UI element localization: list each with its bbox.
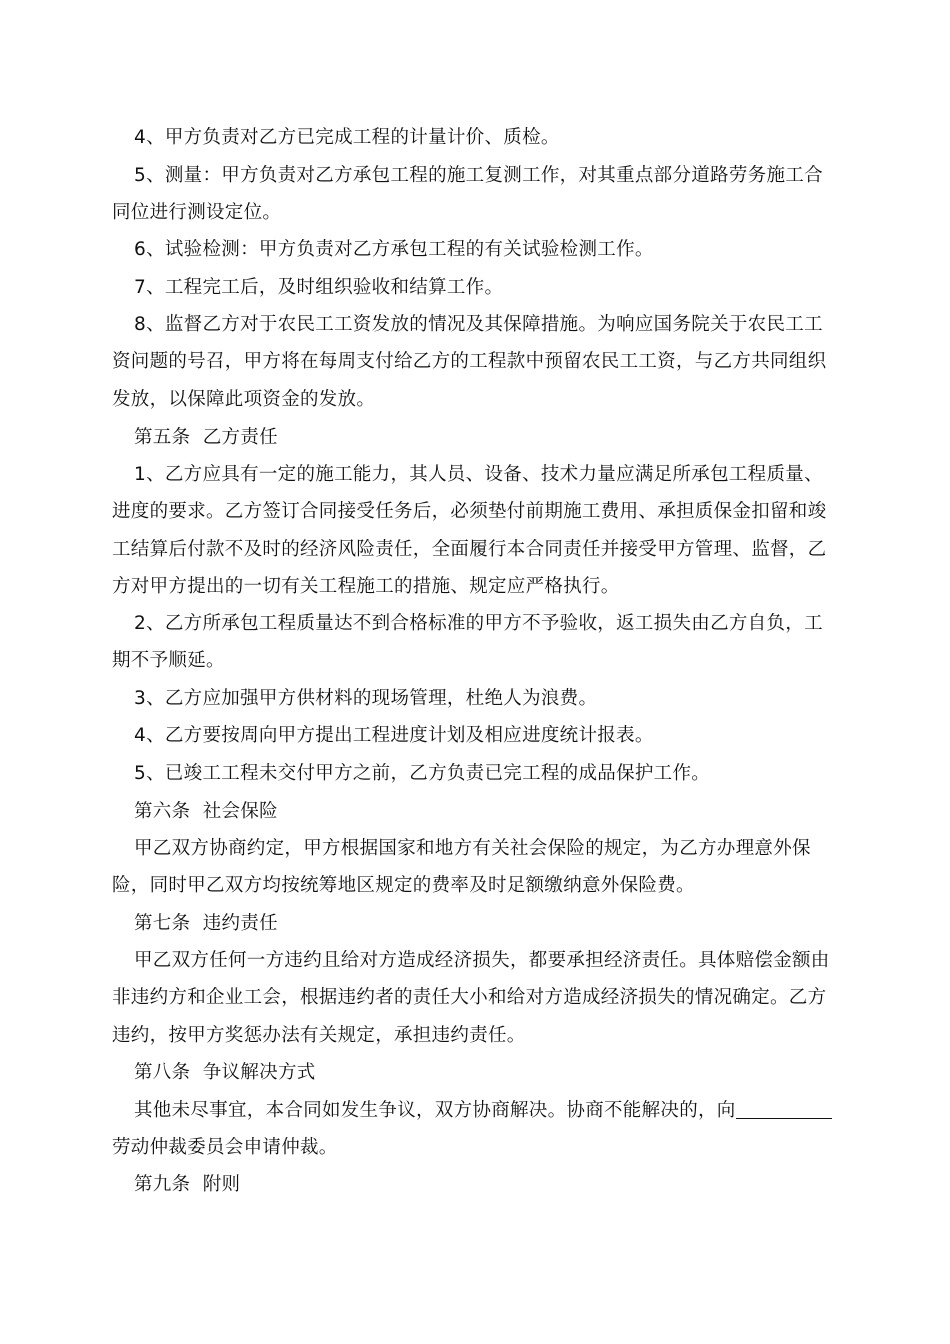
blank-line-2	[822, 1100, 832, 1119]
clause-item-8: 8、监督乙方对于农民工工资发放的情况及其保障措施。为响应国务院关于农民工工资问题的号召，甲方将在每周支付给乙方的工程款中预留农民工工资，与乙方共同组织发放，以保障此项资金的发放。	[112, 314, 827, 410]
clause-item-6: 6、试验检测：甲方负责对乙方承包工程的有关试验检测工作。	[134, 239, 654, 260]
party-b-item-2: 2、乙方所承包工程质量达不到合格标准的甲方不予验收，返工损失由乙方自负，工期不予顺延。	[112, 613, 823, 672]
dispute-resolution-text	[112, 1092, 840, 1167]
dispute-text-part-a: 其他未尽事宜，本合同如发生争议，双方协商解决。协商不能解决的，向	[134, 1100, 736, 1121]
clause-item-5: 5、测量：甲方负责对乙方承包工程的施工复测工作，对其重点部分道路劳务施工合同位进行测设定位。	[112, 165, 823, 224]
blank-line-1	[736, 1100, 822, 1119]
section-heading-8: 第八条 争议解决方式	[134, 1062, 316, 1083]
clause-item-7: 7、工程完工后，及时组织验收和结算工作。	[134, 277, 504, 298]
party-b-item-3: 3、乙方应加强甲方供材料的现场管理，杜绝人为浪费。	[134, 688, 598, 709]
party-b-item-1: 1、乙方应具有一定的施工能力，其人员、设备、技术力量应满足所承包工程质量、进度的要求。乙方签订合同接受任务后，必须垫付前期施工费用、承担质保金扣留和竣工结算后付款不及时的经济风险责任，全面履行本合同责任并接受甲方管理、监督，乙方对甲方提出的一切有关工程施工的措施、规定应严格执行。	[112, 464, 827, 597]
social-insurance-text: 甲乙双方协商约定，甲方根据国家和地方有关社会保险的规定，为乙方办理意外保险，同时甲乙双方均按统筹地区规定的费率及时足额缴纳意外保险费。	[112, 838, 811, 897]
section-heading-5: 第五条 乙方责任	[134, 427, 278, 448]
breach-liability-text: 甲乙双方任何一方违约且给对方造成经济损失，都要承担经济责任。具体赔偿金额由非违约方和企业工会，根据违约者的责任大小和给对方造成经济损失的情况确定。乙方违约，按甲方奖惩办法有关规定，承担违约责任。	[112, 950, 830, 1046]
section-heading-6: 第六条 社会保险	[134, 801, 278, 822]
party-b-item-5: 5、已竣工工程未交付甲方之前，乙方负责已完工程的成品保护工作。	[134, 763, 711, 784]
section-heading-9: 第九条 附则	[134, 1174, 241, 1195]
dispute-text-part-b: 劳动仲裁委员会申请仲裁。	[112, 1137, 338, 1159]
clause-item-4: 4、甲方负责对乙方已完成工程的计量计价、质检。	[134, 127, 560, 148]
section-heading-7: 第七条 违约责任	[134, 913, 278, 934]
party-b-item-4: 4、乙方要按周向甲方提出工程进度计划及相应进度统计报表。	[134, 725, 654, 746]
